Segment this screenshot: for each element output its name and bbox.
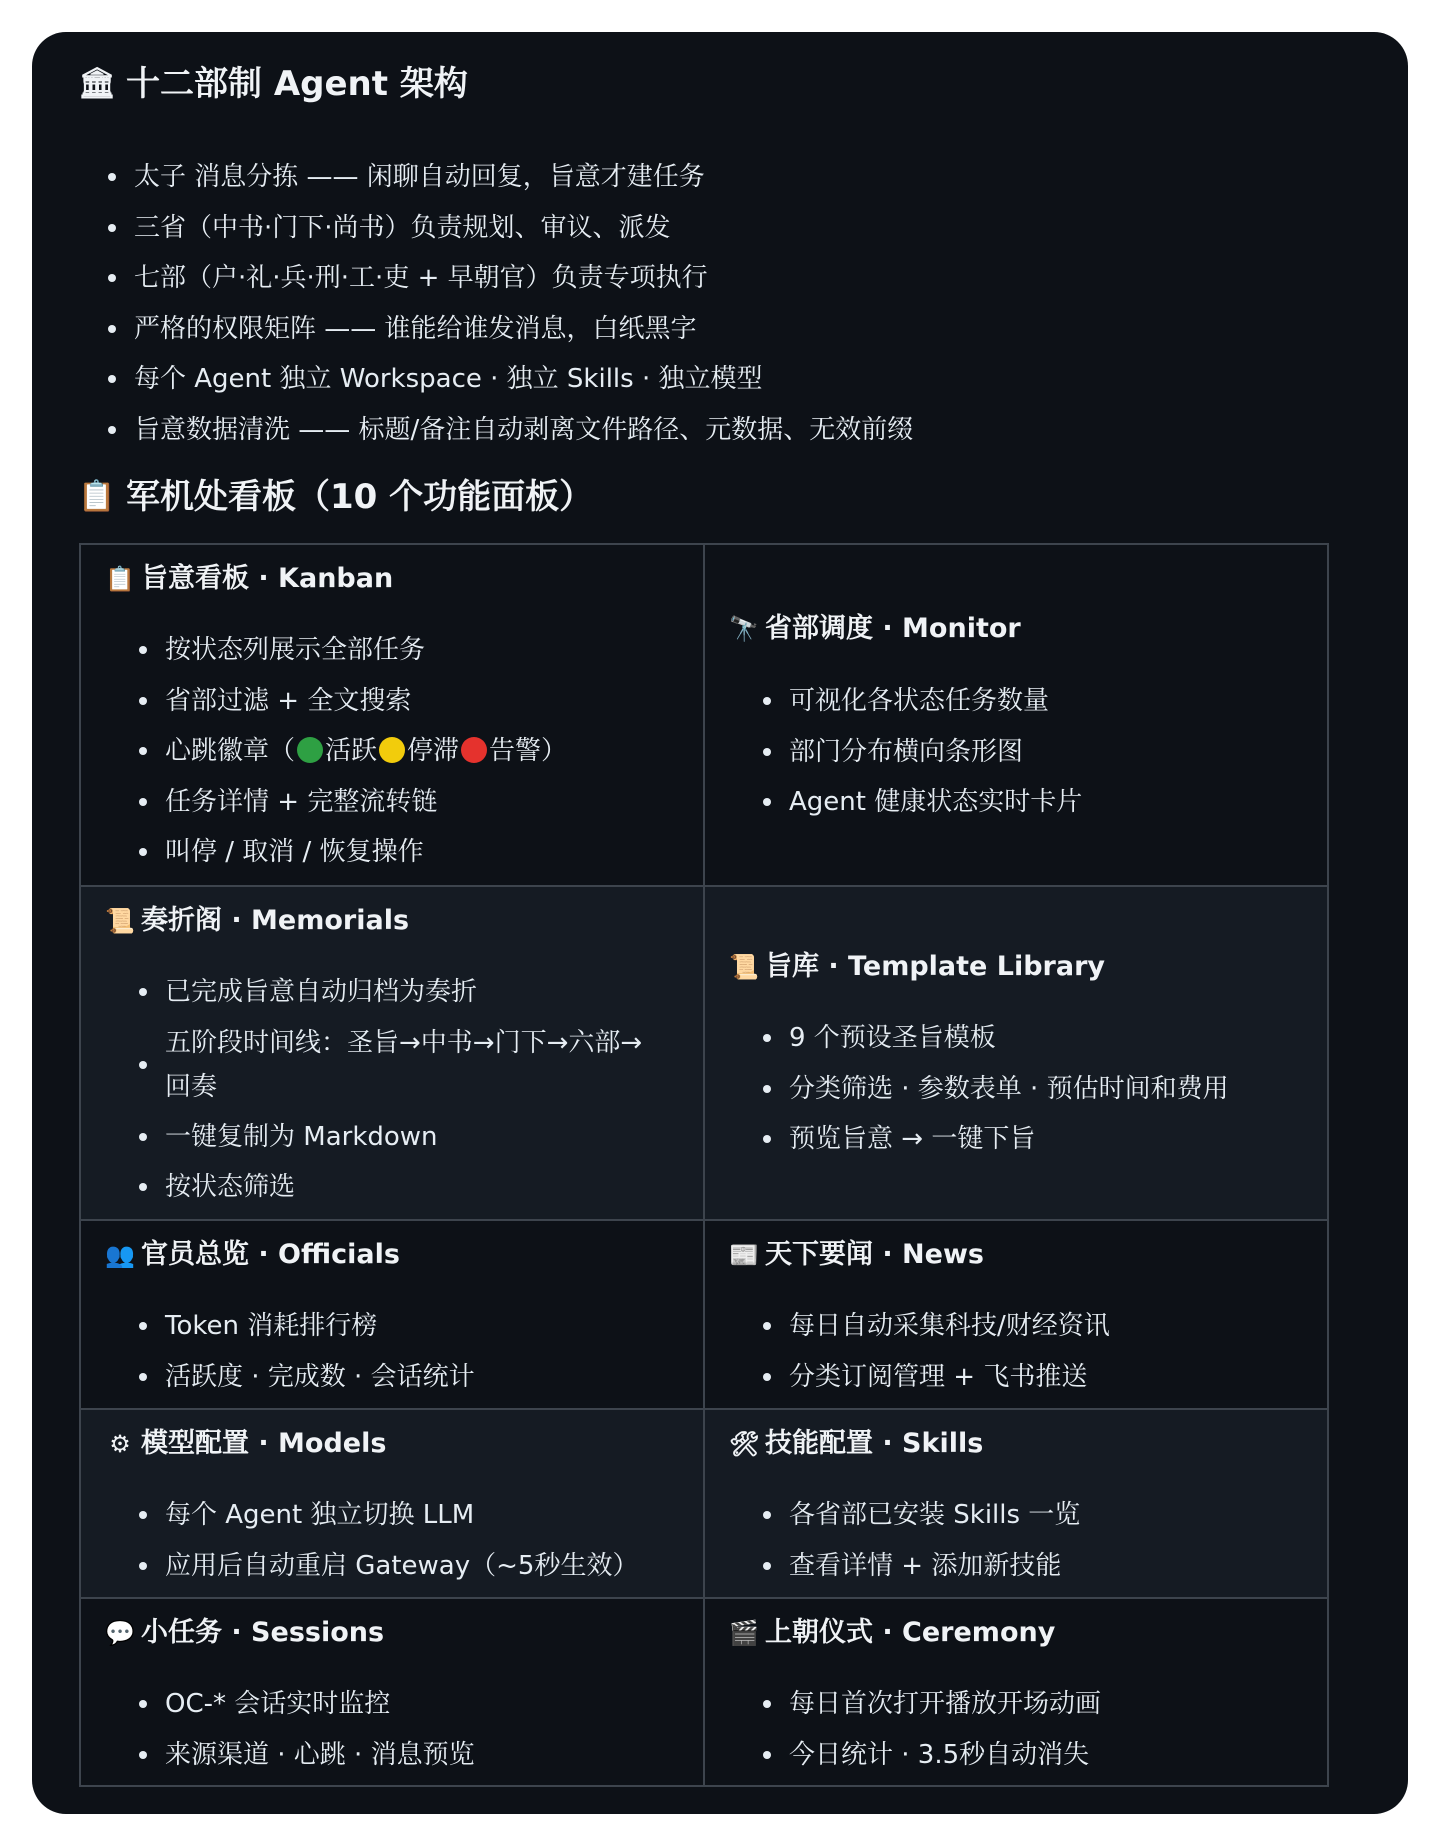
panel-memorials — [81, 887, 703, 1219]
panel-models — [81, 1410, 703, 1597]
panel-kanban — [81, 545, 703, 885]
list-item: 可视化各状态任务数量 — [789, 676, 1082, 727]
panel-list — [165, 1301, 475, 1402]
panel-template-library — [705, 887, 1327, 1219]
panel-table — [79, 543, 1329, 1787]
classical-building-icon: 🏛 — [78, 66, 117, 101]
panel-list — [789, 1490, 1080, 1591]
panel-monitor — [705, 545, 1327, 885]
divider — [81, 1408, 1327, 1410]
people-icon: 👥 — [105, 1241, 135, 1269]
panel-title: 📜 奏折阁 · Memorials — [105, 903, 409, 939]
panel-list — [165, 625, 567, 878]
list-item: Token 消耗排行榜 — [165, 1301, 475, 1352]
list-item: 太子 消息分拣 —— 闲聊自动回复，旨意才建任务 — [134, 152, 913, 203]
list-item: 每日首次打开播放开场动画 — [789, 1679, 1101, 1730]
divider — [81, 1597, 1327, 1599]
list-item: 省部过滤 + 全文搜索 — [165, 676, 567, 727]
panel-list — [165, 1490, 638, 1591]
panel-title: 🛠 技能配置 · Skills — [729, 1426, 983, 1462]
list-item: 五阶段时间线：圣旨→中书→门下→六部→回奏 — [165, 1018, 645, 1112]
divider — [81, 885, 1327, 887]
list-item: 查看详情 + 添加新技能 — [789, 1541, 1080, 1592]
list-item: 一键复制为 Markdown — [165, 1112, 645, 1163]
telescope-icon: 🔭 — [729, 615, 759, 643]
panel-title: 📋 旨意看板 · Kanban — [105, 561, 393, 597]
clipboard-icon: 📋 — [78, 479, 116, 514]
list-item: 分类订阅管理 + 飞书推送 — [789, 1352, 1110, 1403]
panel-list — [789, 1679, 1101, 1780]
clapperboard-icon: 🎬 — [729, 1619, 759, 1647]
divider — [703, 545, 705, 1785]
list-item: 活跃度 · 完成数 · 会话统计 — [165, 1352, 475, 1403]
list-item: OC-* 会话实时监控 — [165, 1679, 475, 1730]
panel-list — [165, 1679, 475, 1780]
yellow-circle-icon — [379, 737, 405, 763]
list-item: 任务详情 + 完整流转链 — [165, 777, 567, 828]
list-item: 每日自动采集科技/财经资讯 — [789, 1301, 1110, 1352]
architecture-heading — [78, 62, 468, 106]
red-circle-icon — [461, 737, 487, 763]
list-item: 七部（户·礼·兵·刑·工·吏 + 早朝官）负责专项执行 — [134, 253, 913, 304]
panel-ceremony — [705, 1599, 1327, 1785]
dashboard-title: 军机处看板（10 个功能面板） — [126, 477, 594, 517]
panel-title: 🎬 上朝仪式 · Ceremony — [729, 1615, 1055, 1651]
list-item: 应用后自动重启 Gateway（~5秒生效） — [165, 1541, 638, 1592]
list-item: 按状态列展示全部任务 — [165, 625, 567, 676]
dashboard-heading — [78, 475, 593, 519]
panel-title: 💬 小任务 · Sessions — [105, 1615, 384, 1651]
list-item: 分类筛选 · 参数表单 · 预估时间和费用 — [789, 1064, 1229, 1115]
panel-list — [789, 1013, 1229, 1165]
list-item: 来源渠道 · 心跳 · 消息预览 — [165, 1730, 475, 1781]
list-item: 每个 Agent 独立 Workspace · 独立 Skills · 独立模型 — [134, 354, 913, 405]
panel-list — [165, 967, 645, 1213]
list-item: Agent 健康状态实时卡片 — [789, 777, 1082, 828]
divider — [81, 1219, 1327, 1221]
panel-title: 📜 旨库 · Template Library — [729, 949, 1105, 985]
list-item: 按状态筛选 — [165, 1162, 645, 1213]
list-item: 每个 Agent 独立切换 LLM — [165, 1490, 638, 1541]
panel-officials — [81, 1221, 703, 1408]
list-item: 今日统计 · 3.5秒自动消失 — [789, 1730, 1101, 1781]
panel-title: 📰 天下要闻 · News — [729, 1237, 984, 1273]
panel-sessions — [81, 1599, 703, 1785]
panel-news — [705, 1221, 1327, 1408]
content-card — [32, 32, 1408, 1814]
list-item: 各省部已安装 Skills 一览 — [789, 1490, 1080, 1541]
scroll-icon: 📜 — [729, 953, 759, 981]
panel-title: 👥 官员总览 · Officials — [105, 1237, 400, 1273]
list-item: 三省（中书·门下·尚书）负责规划、审议、派发 — [134, 203, 913, 254]
architecture-title: 十二部制 Agent 架构 — [126, 64, 468, 104]
list-item: 9 个预设圣旨模板 — [789, 1013, 1229, 1064]
architecture-list — [96, 152, 913, 455]
green-circle-icon — [297, 737, 323, 763]
list-item: 叫停 / 取消 / 恢复操作 — [165, 827, 567, 878]
list-item: 旨意数据清洗 —— 标题/备注自动剥离文件路径、元数据、无效前缀 — [134, 405, 913, 456]
list-item: 预览旨意 → 一键下旨 — [789, 1114, 1229, 1165]
gear-icon: ⚙ — [109, 1430, 131, 1458]
speech-bubble-icon: 💬 — [105, 1619, 135, 1647]
panel-list — [789, 1301, 1110, 1402]
panel-skills — [705, 1410, 1327, 1597]
tools-icon: 🛠 — [729, 1430, 760, 1458]
clipboard-icon: 📋 — [105, 565, 135, 593]
newspaper-icon: 📰 — [729, 1241, 759, 1269]
scroll-icon: 📜 — [105, 907, 135, 935]
panel-list — [789, 676, 1082, 828]
panel-title: 🔭 省部调度 · Monitor — [729, 611, 1021, 647]
list-item: 已完成旨意自动归档为奏折 — [165, 967, 645, 1018]
list-item: 部门分布横向条形图 — [789, 727, 1082, 778]
list-item-heartbeat: 心跳徽章（ 活跃 停滞 告警） — [165, 726, 567, 777]
list-item: 严格的权限矩阵 —— 谁能给谁发消息，白纸黑字 — [134, 304, 913, 355]
panel-title: ⚙ 模型配置 · Models — [105, 1426, 386, 1462]
